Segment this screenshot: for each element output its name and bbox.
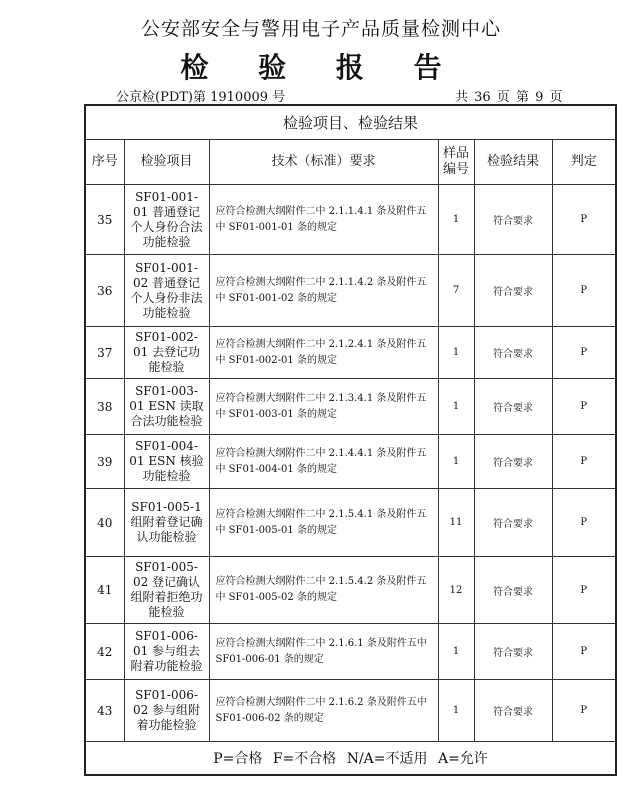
report-number: 公京检(PDT)第 1910009 号	[116, 90, 286, 105]
test-result: 符合要求	[474, 624, 552, 680]
requirement: 应符合检测大纲附件二中 2.1.1.4.2 条及附件五中 SF01-001-02 条的规定	[209, 255, 438, 327]
table-row	[85, 557, 616, 624]
table-row	[85, 255, 616, 327]
page-info: 共 36 页 第 9 页	[455, 90, 563, 105]
test-result: 符合要求	[474, 327, 552, 379]
header-no: 序号	[85, 140, 124, 185]
row-number: 35	[85, 185, 124, 255]
test-result: 符合要求	[474, 185, 552, 255]
header-item: 检验项目	[124, 140, 209, 185]
test-item: SF01-003-01 ESN 读取合法功能检验	[124, 379, 209, 435]
row-number: 38	[85, 379, 124, 435]
sample-number: 7	[438, 255, 474, 327]
table-row	[85, 435, 616, 489]
test-item: SF01-006-02 参与组附着功能检验	[124, 680, 209, 742]
judgement: P	[552, 557, 616, 624]
table-row	[85, 185, 616, 255]
table-row	[85, 327, 616, 379]
test-item: SF01-004-01 ESN 核验功能检验	[124, 435, 209, 489]
header-requirement: 技术（标准）要求	[209, 140, 438, 185]
test-result: 符合要求	[474, 255, 552, 327]
table-row	[85, 379, 616, 435]
header-row	[85, 140, 616, 185]
results-table	[84, 104, 617, 776]
section-title: 检验项目、检验结果	[85, 105, 616, 140]
requirement: 应符合检测大纲附件二中 2.1.2.4.1 条及附件五中 SF01-002-01 条的规定	[209, 327, 438, 379]
judgement: P	[552, 435, 616, 489]
requirement: 应符合检测大纲附件二中 2.1.5.4.1 条及附件五中 SF01-005-01 条的规定	[209, 489, 438, 557]
test-result: 符合要求	[474, 680, 552, 742]
test-item: SF01-006-01 参与组去附着功能检验	[124, 624, 209, 680]
test-item: SF01-005-1 组附着登记确认功能检验	[124, 489, 209, 557]
test-item: SF01-005-02 登记确认组附着拒绝功能检验	[124, 557, 209, 624]
header-judgement: 判定	[552, 140, 616, 185]
table-row	[85, 489, 616, 557]
row-number: 36	[85, 255, 124, 327]
table-row	[85, 624, 616, 680]
requirement: 应符合检测大纲附件二中 2.1.5.4.2 条及附件五中 SF01-005-02 条的规定	[209, 557, 438, 624]
sample-number: 1	[438, 327, 474, 379]
table-row	[85, 680, 616, 742]
legend: P=合格 F=不合格 N/A=不适用 A=允许	[85, 742, 616, 776]
test-item: SF01-001-01 普通登记个人身份合法功能检验	[124, 185, 209, 255]
legend-row	[85, 742, 616, 776]
judgement: P	[552, 255, 616, 327]
section-title-row	[85, 105, 616, 140]
requirement: 应符合检测大纲附件二中 2.1.6.1 条及附件五中 SF01-006-01 条的规定	[209, 624, 438, 680]
header-sample: 样品编号	[438, 140, 474, 185]
judgement: P	[552, 379, 616, 435]
row-number: 41	[85, 557, 124, 624]
test-result: 符合要求	[474, 557, 552, 624]
sample-number: 1	[438, 435, 474, 489]
sample-number: 11	[438, 489, 474, 557]
report-title: 检 验 报 告	[180, 51, 462, 84]
test-result: 符合要求	[474, 379, 552, 435]
test-result: 符合要求	[474, 489, 552, 557]
row-number: 40	[85, 489, 124, 557]
row-number: 37	[85, 327, 124, 379]
judgement: P	[552, 680, 616, 742]
requirement: 应符合检测大纲附件二中 2.1.1.4.1 条及附件五中 SF01-001-01 条的规定	[209, 185, 438, 255]
sample-number: 1	[438, 185, 474, 255]
sample-number: 1	[438, 680, 474, 742]
sample-number: 12	[438, 557, 474, 624]
row-number: 39	[85, 435, 124, 489]
test-item: SF01-002-01 去登记功能检验	[124, 327, 209, 379]
row-number: 43	[85, 680, 124, 742]
row-number: 42	[85, 624, 124, 680]
judgement: P	[552, 624, 616, 680]
test-item: SF01-001-02 普通登记个人身份非法功能检验	[124, 255, 209, 327]
judgement: P	[552, 489, 616, 557]
requirement: 应符合检测大纲附件二中 2.1.6.2 条及附件五中 SF01-006-02 条的规定	[209, 680, 438, 742]
judgement: P	[552, 327, 616, 379]
organization-name: 公安部安全与警用电子产品质量检测中心	[140, 18, 501, 40]
judgement: P	[552, 185, 616, 255]
test-result: 符合要求	[474, 435, 552, 489]
header-result: 检验结果	[474, 140, 552, 185]
requirement: 应符合检测大纲附件二中 2.1.4.4.1 条及附件五中 SF01-004-01 条的规定	[209, 435, 438, 489]
sample-number: 1	[438, 379, 474, 435]
requirement: 应符合检测大纲附件二中 2.1.3.4.1 条及附件五中 SF01-003-01 条的规定	[209, 379, 438, 435]
sample-number: 1	[438, 624, 474, 680]
